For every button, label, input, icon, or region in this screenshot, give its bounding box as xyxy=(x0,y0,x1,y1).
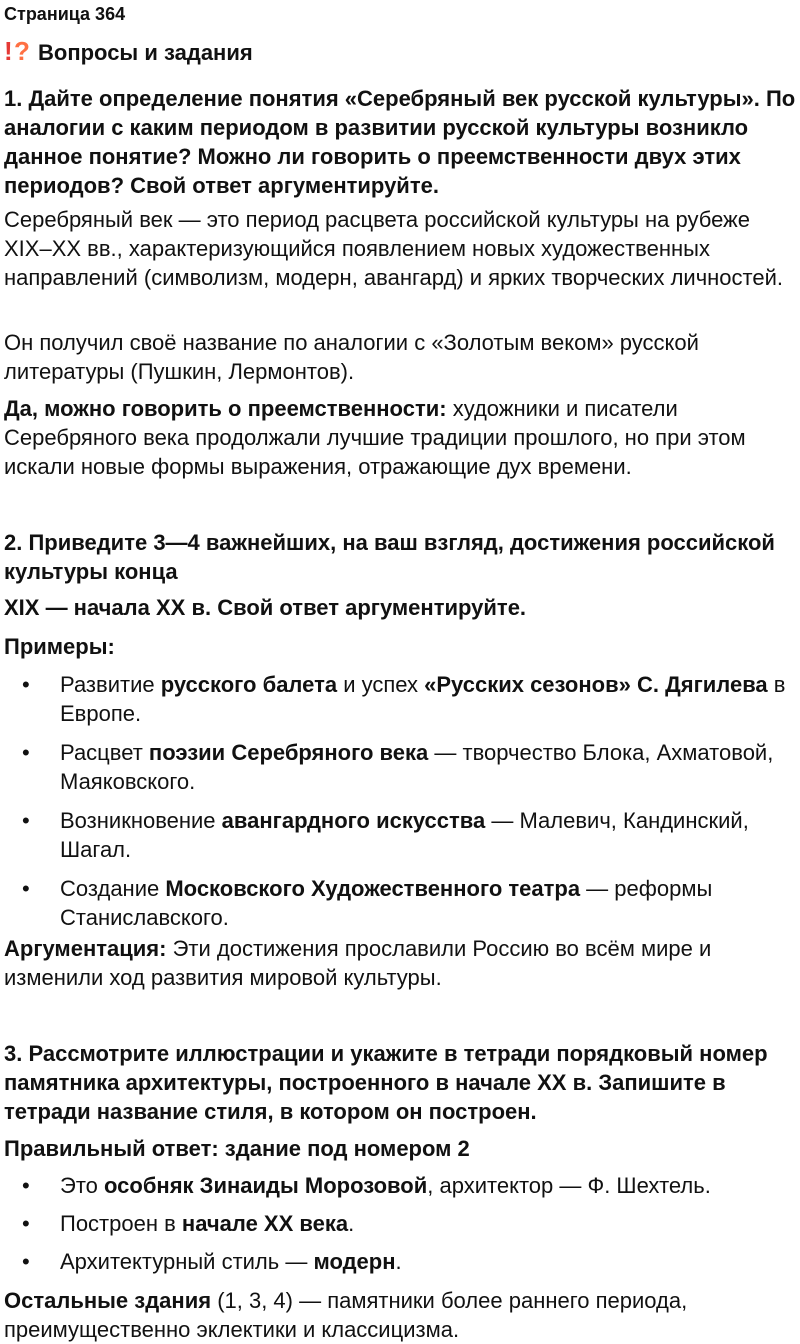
double-exclamation-question-icon: ! ? xyxy=(4,36,30,66)
list-item: • Архитектурный стиль — модерн. xyxy=(0,1247,800,1276)
examples-label: Примеры: xyxy=(4,634,115,659)
question-1: 1. Дайте определение понятия «Серебряный век русской культуры». По аналогии с каким периодом в развитии русской культуры возникло данное понятие? Можно ли говорить о преемственности двух этих периодов? Свой ответ аргументируйте. xyxy=(4,86,796,198)
examples-list xyxy=(0,670,800,932)
list-item: • Возникновение авангардного искусства — Малевич, Кандинский, Шагал. xyxy=(0,806,800,864)
argumentation-label: Аргументация: xyxy=(4,936,167,961)
answer-1-paragraph-1: Серебряный век — это период расцвета российской культуры на рубеже XIX–XX вв., характеризующийся появлением новых художественных направлений (символизм, модерн, авангард) и ярких творческих личностей. xyxy=(4,207,784,290)
page-label: Страница 364 xyxy=(4,4,126,24)
argumentation-text: Эти достижения прославили Россию во всём мире и изменили ход развития мировой культуры. xyxy=(4,936,712,990)
answer-1-rest: художники и писатели Серебряного века продолжали лучшие традиции прошлого, но при этом искали новые формы выражения, отражающие дух времени. xyxy=(4,396,746,479)
answer-1-paragraph-2: Он получил своё название по аналогии с «Золотым веком» русской литературы (Пушкин, Лермонтов). xyxy=(4,330,699,384)
list-item: • Развитие русского балета и успех «Русских сезонов» С. Дягилева в Европе. xyxy=(0,670,800,728)
other-buildings-paragraph xyxy=(4,1286,798,1344)
question-2-line-1: 2. Приведите 3—4 важнейших, на ваш взгляд, достижения российской культуры конца xyxy=(4,530,775,584)
other-buildings-text: (1, 3, 4) — памятники более раннего периода, преимущественно эклектики и классицизма. xyxy=(4,1288,688,1342)
section-heading-text: Вопросы и задания xyxy=(38,40,253,65)
other-buildings-label: Остальные здания xyxy=(4,1288,212,1313)
answer-3-list xyxy=(0,1171,800,1276)
question-3: 3. Рассмотрите иллюстрации и укажите в тетради порядковый номер памятника архитектуры, построенного в начале XX в. Запишите в тетради название стиля, в котором он построен. xyxy=(4,1041,768,1124)
list-item: • Создание Московского Художественного театра — реформы Станиславского. xyxy=(0,874,800,932)
list-item: • Расцвет поэзии Серебряного века — творчество Блока, Ахматовой, Маяковского. xyxy=(0,738,800,796)
argumentation-paragraph xyxy=(4,934,798,992)
answer-1-bold-lead: Да, можно говорить о преемственности: xyxy=(4,396,447,421)
correct-answer-label: Правильный ответ: здание под номером 2 xyxy=(4,1136,470,1161)
answer-1-paragraph-3 xyxy=(4,394,798,481)
list-item: • Это особняк Зинаиды Морозовой, архитектор — Ф. Шехтель. xyxy=(0,1171,800,1200)
list-item: • Построен в начале XX века. xyxy=(0,1209,800,1238)
section-heading xyxy=(4,36,253,66)
question-2-line-2: XIX — начала XX в. Свой ответ аргументируйте. xyxy=(4,595,527,620)
